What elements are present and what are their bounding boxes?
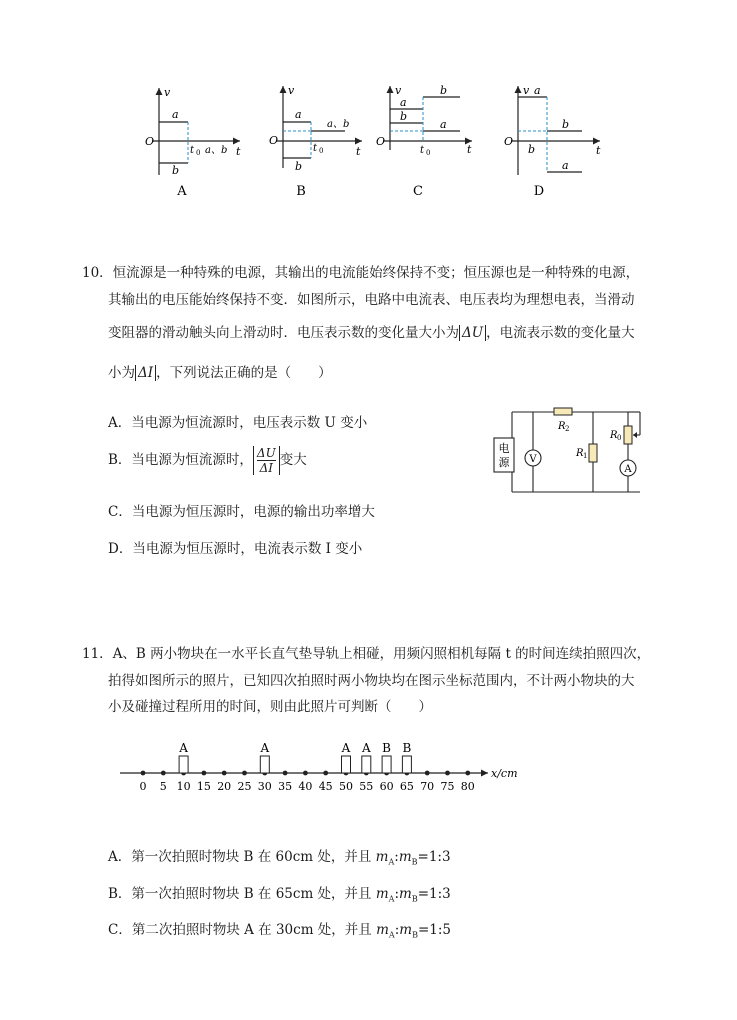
tick-dot [242, 771, 247, 776]
fig-c-origin: O [376, 135, 386, 148]
figure-a [145, 86, 241, 199]
tick-label: 15 [196, 780, 211, 793]
ratio-colon: : [394, 886, 399, 902]
block-label: A [179, 741, 188, 755]
fig-c-t0-sub: 0 [426, 149, 431, 157]
resistor-r2 [554, 408, 572, 415]
caption-c: C [413, 184, 423, 199]
mass-b: m [399, 922, 413, 938]
mass-b-sub: B [411, 857, 418, 867]
ratio-colon: : [394, 922, 400, 938]
resistor-r0 [624, 426, 632, 444]
tick-dot [222, 771, 227, 776]
block-label: A [341, 741, 351, 755]
q11-option-a[interactable] [108, 845, 451, 867]
number-line-axis-label: x/cm [491, 767, 518, 780]
block-a [362, 756, 371, 773]
mass-b: m [399, 886, 412, 902]
frac-num: ΔU [256, 446, 276, 460]
block-b [382, 756, 391, 773]
q11-option-c[interactable] [108, 918, 451, 940]
figure-d [504, 84, 601, 199]
q10-text-3a: 变阻器的滑动触头向上滑动时．电压表示数的变化量大小为 [108, 325, 459, 341]
q10-circuit [480, 398, 660, 502]
fig-d-label-b2: b [562, 118, 570, 131]
q10-option-b[interactable] [108, 446, 307, 475]
mass-a: m [375, 849, 389, 865]
fig-a-axis-t: t [236, 145, 241, 158]
tick-label: 50 [339, 780, 353, 793]
resistor-r1 [589, 444, 597, 462]
q11-line3: 小及碰撞过程所用的时间，则由此照片可判断（ ） [108, 699, 432, 715]
tick-dot [283, 771, 288, 776]
q10-text-1: 恒流源是一种特殊的电源，其输出的电流能始终保持不变；恒压源也是一种特殊的电源， [112, 265, 640, 281]
ratio-colon: : [394, 849, 399, 865]
tick-dot [445, 771, 450, 776]
ratio-value-b: =1:3 [417, 886, 451, 902]
source-char-2: 源 [498, 456, 510, 469]
block-label: B [402, 741, 412, 755]
mass-a-sub: A [388, 894, 395, 904]
fig-a-ab: a、b [205, 145, 228, 156]
q10-line4 [108, 363, 332, 383]
q10-text-4b: ，下列说法正确的是（ ） [156, 365, 332, 381]
q10-option-b-text: B．当电源为恒流源时， [108, 452, 253, 468]
r2-label: R [558, 421, 566, 432]
fig-b-label-a: a [295, 108, 302, 121]
figure-c [376, 84, 472, 199]
fig-a-origin: O [145, 135, 155, 148]
ammeter-label: A [624, 464, 632, 475]
q10-option-b-frac [257, 446, 276, 475]
tick-label: 0 [139, 780, 147, 793]
tick-dot [161, 771, 166, 776]
voltmeter-label: V [529, 454, 537, 465]
q10-option-d[interactable]: D．当电源为恒压源时，电流表示数 I 变小 [108, 541, 363, 557]
fig-c-axis-t: t [467, 143, 472, 156]
r0-sub: 0 [617, 434, 622, 442]
tick-label: 30 [257, 780, 272, 793]
block-label: A [260, 741, 270, 755]
q11-line1 [82, 644, 650, 664]
caption-b: B [296, 184, 306, 199]
fig-d-label-b1: b [528, 143, 536, 156]
tick-dot [303, 771, 308, 776]
q11-number: 11． [82, 646, 113, 662]
q11-option-a-text: A．第一次拍照时物块 B 在 60cm 处，并且 [108, 849, 372, 865]
tick-label: 35 [278, 780, 293, 793]
mass-b-sub: B [412, 930, 418, 940]
tick-dot [465, 771, 470, 776]
q11-text-1: A、B 两小物块在一水平长直气垫导轨上相碰，用频闪照相机每隔 t 的时间连续拍照四次， [112, 646, 651, 662]
fig-a-label-b: b [172, 164, 180, 177]
fig-c-label-b2: b [440, 84, 448, 97]
fig-c-label-a1: a [400, 96, 407, 109]
block-a [342, 756, 351, 773]
block-label: A [361, 741, 371, 755]
r1-sub: 1 [583, 452, 588, 460]
abs-delta-u: ΔU [459, 325, 486, 341]
fig-b-t0-sub: 0 [319, 147, 324, 155]
tick-label: 40 [298, 780, 313, 793]
fig-b-t0: t [313, 143, 318, 154]
q11-option-b-text: B．第一次拍照时物块 B 在 65cm 处，并且 [108, 886, 372, 902]
block-b [402, 756, 411, 773]
abs-delta-i: ΔI [135, 365, 156, 381]
q10-option-c[interactable]: C．当电源为恒压源时，电源的输出功率增大 [108, 504, 375, 520]
slider-arrow-icon [633, 432, 637, 438]
tick-label: 25 [237, 780, 252, 793]
tick-label: 70 [420, 780, 435, 793]
fig-b-axis-t: t [356, 145, 361, 158]
tick-dot [141, 771, 146, 776]
tick-label: 45 [318, 780, 333, 793]
q10-line1 [82, 263, 639, 283]
fig-c-label-b1: b [400, 110, 408, 123]
tick-dot [425, 771, 430, 776]
q10-line3 [108, 323, 635, 343]
ratio-value-a: =1:3 [417, 849, 451, 865]
fig-d-axis-v: v [523, 84, 530, 97]
source-char-1: 电 [498, 442, 510, 455]
r2-sub: 2 [565, 425, 570, 433]
ratio-value-c: =1:5 [417, 922, 451, 938]
fig-c-label-a2: a [440, 118, 447, 131]
q10-option-b-abs [253, 446, 280, 475]
fig-c-axis-v: v [395, 84, 402, 97]
fig-a-label-a: a [172, 108, 179, 121]
q10-text-3b: ，电流表示数的变化量大 [486, 325, 635, 341]
fig-a-axis-v: v [164, 86, 171, 99]
q10-option-b-suffix: 变大 [279, 452, 307, 468]
tick-label: 65 [399, 780, 414, 793]
mass-b-sub: B [411, 894, 418, 904]
tick-label: 10 [176, 780, 191, 793]
fig-b-label-b: b [295, 160, 303, 173]
fig-b-origin: O [269, 134, 279, 147]
q10-line2: 其输出的电压能始终保持不变．如图所示，电路中电流表、电压表均为理想电表，当滑动 [108, 292, 635, 308]
caption-d: D [533, 184, 545, 199]
fig-b-ab: a、b [327, 119, 350, 130]
fig-c-t0: t [420, 145, 425, 156]
q9-figures [0, 80, 737, 205]
tick-label: 60 [379, 780, 394, 793]
fig-b-axis-v: v [288, 84, 295, 97]
q10-option-a[interactable]: A．当电源为恒流源时，电压表示数 U 变小 [108, 415, 368, 431]
mass-a-sub: A [388, 930, 395, 940]
block-a [179, 756, 188, 773]
frac-den: ΔI [259, 461, 274, 475]
fig-d-axis-t: t [596, 144, 601, 157]
tick-label: 80 [460, 780, 475, 793]
tick-dot [202, 771, 207, 776]
q11-number-line [110, 735, 530, 795]
fig-d-label-a2: a [562, 159, 569, 172]
q11-option-b[interactable] [108, 882, 451, 904]
fig-a-t0-sub: 0 [196, 149, 201, 157]
fig-d-label-a1: a [534, 84, 541, 97]
tick-label: 75 [440, 780, 455, 793]
fig-a-t0: t [190, 145, 195, 156]
tick-label: 55 [359, 780, 374, 793]
r0-label: R [610, 430, 618, 441]
block-label: B [382, 741, 392, 755]
q10-text-4a: 小为 [108, 365, 135, 381]
figure-b [269, 84, 362, 199]
q10-number: 10． [82, 265, 113, 281]
mass-b: m [398, 849, 412, 865]
tick-label: 5 [159, 780, 167, 793]
fig-d-origin: O [504, 135, 514, 148]
q11-line2: 拍得如图所示的照片，已知四次拍照时两小物块均在图示坐标范围内，不计两小物块的大 [108, 673, 635, 689]
q11-option-c-text: C．第二次拍照时物块 A 在 30cm 处，并且 [108, 922, 372, 938]
mass-a: m [375, 886, 389, 902]
r1-label: R [576, 448, 584, 459]
mass-a-sub: A [388, 857, 395, 867]
mass-a: m [376, 922, 389, 938]
tick-dot [323, 771, 328, 776]
tick-label: 20 [217, 780, 232, 793]
block-a [260, 756, 269, 773]
caption-a: A [177, 184, 187, 199]
